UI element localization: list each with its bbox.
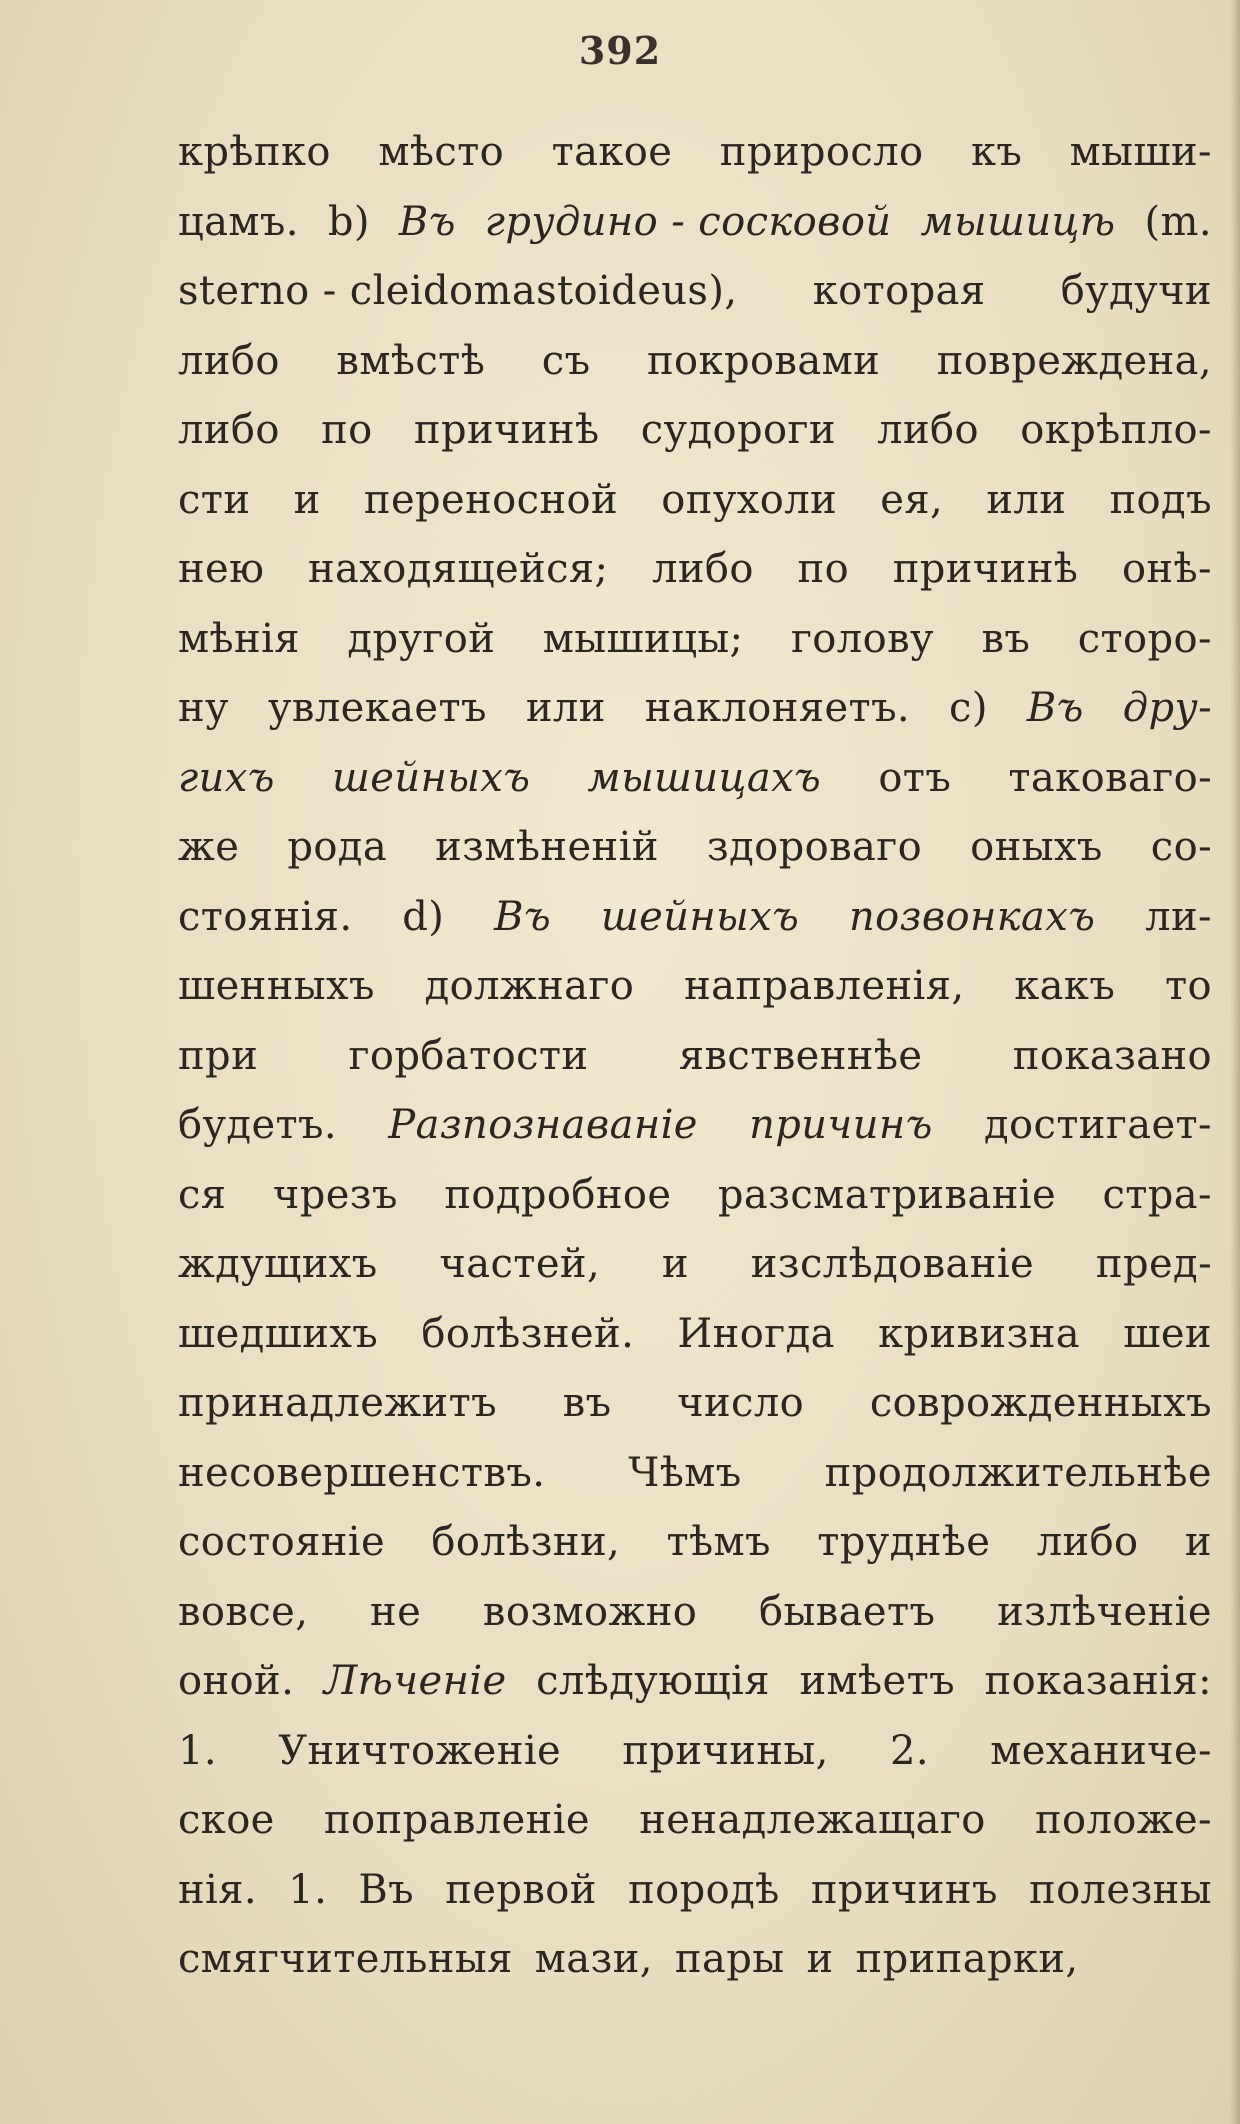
word: показано (1012, 1032, 1212, 1079)
word: шейныхъ (332, 754, 531, 801)
word: b) (327, 198, 370, 245)
word: мѣсто (378, 129, 505, 175)
body-text (178, 118, 1212, 1995)
text-line (178, 883, 1212, 953)
word: показанія: (984, 1658, 1212, 1704)
word: позвонкахъ (848, 893, 1096, 940)
word: здороваго (706, 824, 923, 870)
word: шеи (1123, 1310, 1212, 1357)
word: крѣпко (178, 129, 331, 175)
text-line (178, 257, 1212, 327)
word: либо (1036, 1519, 1139, 1565)
word: возможно (482, 1588, 698, 1635)
word: судороги (640, 407, 836, 453)
word: 2. (890, 1727, 929, 1774)
word: продолжительнѣе (824, 1449, 1212, 1496)
word: ну (178, 685, 229, 731)
word: 1. (178, 1727, 217, 1774)
text-line (178, 1091, 1212, 1161)
word: Чѣмъ (628, 1449, 742, 1496)
word: оныхъ (970, 824, 1103, 870)
word: голову (790, 615, 934, 662)
text-line (178, 535, 1212, 605)
word: Лѣченіе (323, 1658, 507, 1704)
word: причины, (622, 1727, 829, 1774)
word: первой (445, 1866, 597, 1913)
word: переносной (363, 476, 619, 523)
text-line (178, 1786, 1212, 1856)
word: покровами (647, 337, 881, 384)
word: находящейся; (307, 546, 609, 592)
word: разсматриваніе (717, 1171, 1057, 1218)
word: которая (812, 268, 986, 314)
word: отъ (878, 754, 952, 801)
word: по (797, 546, 850, 592)
word: мази, (534, 1936, 653, 1982)
word: грудино - сосковой (484, 198, 892, 245)
word: въ (981, 615, 1031, 662)
word: Въ (358, 1866, 415, 1913)
word: увлекаетъ (268, 685, 487, 731)
word: пред- (1095, 1241, 1212, 1287)
text-line (178, 466, 1212, 536)
word: Въ (1026, 685, 1084, 731)
word: шенныхъ (178, 963, 375, 1009)
word: (m. (1144, 198, 1212, 245)
word: болѣзней. (421, 1310, 635, 1357)
word: наклоняетъ. (644, 685, 911, 731)
word: либо (178, 337, 280, 384)
word: шейныхъ (600, 893, 800, 940)
word: мышицахъ (587, 754, 822, 801)
word: припарки, (855, 1936, 1079, 1982)
word: явственнѣе (678, 1032, 923, 1079)
word: мыши- (1069, 129, 1212, 175)
text-line (178, 744, 1212, 814)
word: либо (178, 407, 280, 453)
page-edge-shadow (1230, 0, 1240, 2124)
word: положе- (1034, 1797, 1212, 1843)
word: поправленіе (324, 1797, 590, 1843)
word: имѣетъ (799, 1658, 955, 1704)
word: таковаго- (1008, 754, 1212, 801)
word: ненадлежащаго (639, 1797, 986, 1843)
text-line (178, 813, 1212, 883)
text-line (178, 1508, 1212, 1578)
word: несовершенствъ. (178, 1449, 546, 1496)
word: число (677, 1380, 805, 1426)
word: дру- (1122, 685, 1212, 731)
word: либо (652, 546, 754, 592)
word: изслѣдованіе (750, 1241, 1035, 1287)
word: пары (674, 1936, 785, 1982)
word: сторо- (1077, 615, 1212, 662)
word: къ (970, 129, 1023, 175)
word: ся (178, 1171, 227, 1218)
word: при (178, 1032, 259, 1079)
text-line (178, 1578, 1212, 1648)
word: 1. (288, 1866, 328, 1913)
word: и (661, 1241, 689, 1287)
word: по (321, 407, 373, 453)
word: Въ (398, 198, 456, 245)
word: горбатости (348, 1032, 589, 1079)
word: причинѣ (892, 546, 1079, 592)
page-number: 392 (578, 28, 662, 73)
word: измѣненій (435, 824, 659, 870)
word: мышицѣ (920, 198, 1116, 245)
word: болѣзни, (431, 1519, 621, 1565)
word: состояніе (178, 1519, 386, 1565)
text-line (178, 674, 1212, 744)
word: породѣ (628, 1866, 780, 1913)
word: или (525, 685, 606, 731)
word: ли- (1145, 893, 1212, 940)
text-line (178, 1856, 1212, 1926)
word: сти (178, 476, 251, 523)
word: достигает- (983, 1102, 1212, 1148)
word: повреждена, (936, 337, 1212, 384)
word: такое (551, 129, 673, 175)
word: стра- (1102, 1171, 1212, 1218)
word: въ (562, 1380, 612, 1426)
word: труднѣе (817, 1519, 991, 1565)
text-line (178, 1925, 1212, 1995)
text-line (178, 396, 1212, 466)
text-line (178, 1717, 1212, 1787)
word: вмѣстѣ (336, 337, 486, 384)
word: частей, (439, 1241, 601, 1287)
word: и (806, 1936, 834, 1982)
word: ское (178, 1797, 275, 1843)
word: слѣдующія (536, 1658, 770, 1704)
word: должнаго (424, 963, 635, 1009)
text-line (178, 1230, 1212, 1300)
word: то (1164, 963, 1212, 1009)
word: гихъ (178, 754, 275, 801)
word: тѣмъ (666, 1519, 771, 1565)
word: шедшихъ (178, 1310, 379, 1357)
word: причинъ (810, 1866, 998, 1913)
word: будетъ. (178, 1102, 338, 1148)
word: излѣченіе (997, 1588, 1212, 1635)
word: другой (347, 615, 496, 662)
word: направленія, (684, 963, 965, 1009)
word: приросло (719, 129, 924, 175)
word: съ (541, 337, 591, 384)
word: чрезъ (272, 1171, 398, 1218)
word: бываетъ (759, 1588, 936, 1635)
text-line (178, 1161, 1212, 1231)
word: какъ (1014, 963, 1116, 1009)
word: не (370, 1588, 422, 1635)
word: sterno - cleidomastoideus), (178, 268, 738, 314)
text-line (178, 1022, 1212, 1092)
word: принадлежитъ (178, 1380, 497, 1426)
word: c) (949, 685, 988, 731)
word: ждущихъ (178, 1241, 378, 1287)
word: Разпознаваніе (388, 1102, 698, 1148)
text-line (178, 188, 1212, 258)
word: мышицы; (542, 615, 744, 662)
word: либо (877, 407, 980, 453)
word: подъ (1109, 476, 1212, 523)
word: ея, (880, 476, 944, 523)
word: Въ (494, 893, 552, 940)
word: смягчительныя (178, 1936, 513, 1982)
word: оной. (178, 1658, 295, 1704)
word: Уничтоженіе (278, 1727, 562, 1774)
word: онѣ- (1121, 546, 1212, 592)
word: Иногда (677, 1310, 835, 1357)
word: или (986, 476, 1067, 523)
text-line (178, 952, 1212, 1022)
text-line (178, 605, 1212, 675)
word: причинѣ (413, 407, 600, 453)
text-line (178, 327, 1212, 397)
word: d) (402, 893, 445, 940)
word: рода (287, 824, 388, 870)
word: и (1184, 1519, 1212, 1565)
word: подробное (444, 1171, 672, 1218)
word: стоянія. (178, 893, 353, 940)
word: кривизна (878, 1310, 1081, 1357)
word: причинъ (749, 1102, 933, 1148)
word: же (178, 824, 240, 870)
text-line (178, 1300, 1212, 1370)
word: будучи (1060, 268, 1212, 314)
word: нею (178, 546, 265, 592)
word: нія. (178, 1866, 258, 1913)
word: и (293, 476, 321, 523)
word: опухоли (661, 476, 838, 523)
word: вовсе, (178, 1588, 309, 1635)
word: цамъ. (178, 198, 299, 245)
word: механиче- (990, 1727, 1212, 1774)
word: со- (1150, 824, 1212, 870)
word: соврожденныхъ (869, 1380, 1212, 1426)
word: мѣнія (178, 615, 300, 662)
word: полезны (1029, 1866, 1212, 1913)
word: окрѣпло- (1020, 407, 1212, 453)
text-line (178, 118, 1212, 188)
text-line (178, 1647, 1212, 1717)
text-line (178, 1439, 1212, 1509)
text-line (178, 1369, 1212, 1439)
